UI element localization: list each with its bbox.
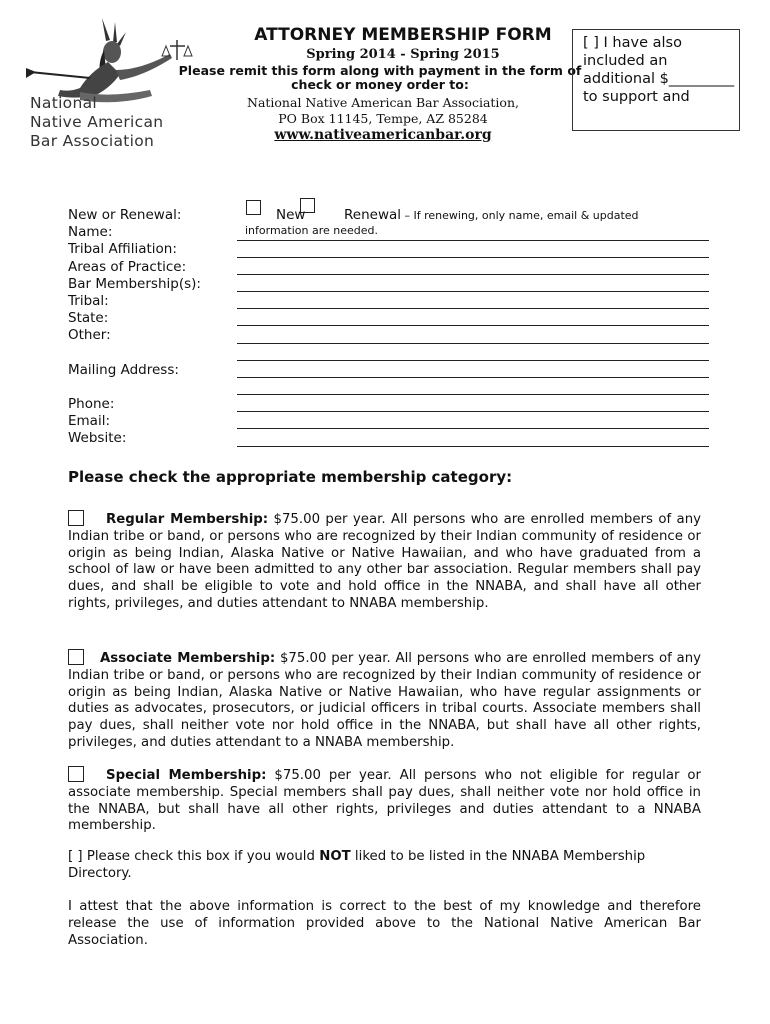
attestation: I attest that the above information is correct to the best of my knowledge and therefore release the use of information provided above to the National Native American Bar Association. — [68, 899, 701, 948]
membership-heading: Please check the appropriate membership category: — [68, 468, 513, 486]
website-input-line[interactable] — [237, 446, 709, 447]
logo-line-3: Bar Association — [30, 132, 155, 150]
special-membership-title: Special Membership: — [106, 768, 267, 783]
label-new-or-renewal: New or Renewal: — [68, 207, 182, 223]
remit-instructions — [170, 64, 590, 92]
tribal-affiliation-input-line[interactable] — [237, 257, 709, 258]
renewal-note-continued: information are needed. — [245, 224, 379, 237]
associate-membership-title: Associate Membership: — [100, 651, 276, 666]
po-box: PO Box 11145, Tempe, AZ 85284 — [278, 111, 488, 126]
name-input-line[interactable] — [237, 240, 709, 241]
new-label: New — [276, 207, 306, 223]
phone-input-line[interactable] — [237, 411, 709, 412]
mailing-address-block — [238, 95, 528, 127]
special-membership-text: $75.00 per year. All persons who not eligible for regular or associate membership. Special members shall pay dues, shall neither vote nor hold office in the NNABA, but shall have all other rights, privileges and duties attendant to a NNABA membership. — [68, 768, 702, 834]
email-input-line[interactable] — [237, 428, 709, 429]
bar-memberships-input-line[interactable] — [237, 291, 709, 292]
org-address-name: National Native American Bar Association, — [247, 95, 519, 110]
label-phone: Phone: — [68, 395, 115, 412]
tribal-input-line[interactable] — [237, 308, 709, 309]
field-labels — [68, 207, 201, 447]
associate-membership-checkbox[interactable] — [68, 649, 84, 665]
regular-membership-text: $75.00 per year. All persons who are enrolled members of any Indian tribe or band, or persons who are recognized by their Indian community of residence or origin as being Indian, Alaska Native or Native Hawaiian, and who have graduated from a school of law or have been admitted to any other bar association. Regular members shall pay dues, and shall be eligible to vote and hold office in the NNABA, and shall have all other rights, privileges, and duties attendant to NNABA membership. — [68, 512, 701, 611]
directory-optout[interactable] — [68, 849, 701, 883]
new-checkbox[interactable] — [246, 200, 261, 215]
renewal-checkbox[interactable] — [300, 198, 315, 213]
special-membership-checkbox[interactable] — [68, 766, 84, 782]
associate-membership-option — [68, 649, 701, 752]
remit-line-1: Please remit this form along with payment in the form of — [178, 63, 582, 78]
logo-line-2: Native American — [30, 113, 164, 131]
logo-line-1: National — [30, 94, 97, 112]
directory-prefix: [ ] Please check this box if you would — [68, 849, 320, 864]
mailing-address-input-line-3[interactable] — [237, 394, 709, 395]
donation-box[interactable]: [ ] I have also included an additional $_________ to support and — [572, 29, 740, 131]
renewal-label-group — [344, 207, 639, 223]
label-email: Email: — [68, 413, 111, 430]
regular-membership-title: Regular Membership: — [106, 512, 269, 527]
directory-suffix: liked to be listed in the NNABA Membership Directory. — [68, 849, 646, 881]
label-state: State: — [68, 310, 109, 327]
label-areas-of-practice: Areas of Practice: — [68, 258, 187, 275]
special-membership-option — [68, 766, 701, 835]
label-tribal: Tribal: — [68, 293, 109, 310]
other-input-line[interactable] — [237, 343, 709, 344]
areas-of-practice-input-line[interactable] — [237, 274, 709, 275]
remit-line-2: check or money order to: — [291, 77, 469, 92]
label-mailing-address: Mailing Address: — [68, 361, 179, 378]
mailing-address-input-line-1[interactable] — [237, 360, 709, 361]
renewal-label: Renewal — [344, 207, 402, 223]
form-title: ATTORNEY MEMBERSHIP FORM — [254, 25, 552, 45]
regular-membership-checkbox[interactable] — [68, 510, 84, 526]
regular-membership-option — [68, 510, 701, 613]
logo-org-name — [30, 94, 200, 151]
label-tribal-affiliation: Tribal Affiliation: — [68, 241, 177, 258]
website-link[interactable]: www.nativeamericanbar.org — [274, 127, 492, 143]
mailing-address-input-line-2[interactable] — [237, 377, 709, 378]
form-season: Spring 2014 - Spring 2015 — [306, 47, 500, 62]
state-input-line[interactable] — [237, 325, 709, 326]
label-bar-memberships: Bar Membership(s): — [68, 275, 201, 292]
renewal-note: – If renewing, only name, email & updated — [401, 209, 639, 222]
associate-membership-text: $75.00 per year. All persons who are enrolled members of any Indian tribe or band, or persons who are recognized by their Indian community of residence or origin as being Indian, Alaska Native or Native Hawaiian, who have regular assignments or duties as advocates, prosecutors, or judicial officers in tribal courts. Associate members shall pay dues, shall neither vote nor hold office in the NNABA, but shall have all other rights, privileges, and duties attendant to a NNABA membership. — [68, 651, 701, 750]
label-website: Website: — [68, 430, 127, 447]
label-other: Other: — [68, 327, 111, 344]
label-name: Name: — [68, 224, 113, 241]
directory-emphasis: NOT — [319, 849, 351, 864]
